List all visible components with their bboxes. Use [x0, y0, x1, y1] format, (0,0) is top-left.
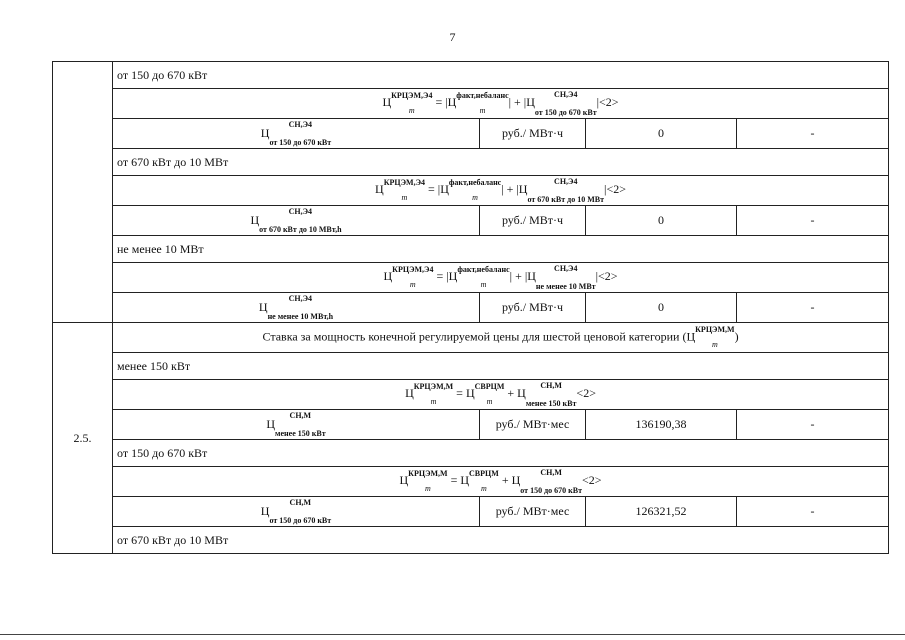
symbol-cell: $Ц^{СН,М}$ $_{от 150 до 670 кВт}$	[113, 497, 480, 527]
formula: $Ц^{КРЦЭМ,М}$ $m = Ц^{СВРЦМ}$ $m + Ц^{СН,М}$ $_{от 150 до 670 кВт}$<2>	[399, 467, 602, 495]
unit-cell: руб./ МВт·ч	[480, 293, 586, 323]
formula-cell	[113, 380, 889, 410]
table-row	[53, 119, 889, 149]
table-row	[53, 149, 889, 176]
dash-cell: -	[737, 410, 889, 440]
unit-cell: руб./ МВт·ч	[480, 206, 586, 236]
tariff-table	[52, 61, 889, 554]
formula-cell	[113, 467, 889, 497]
dash-cell: -	[737, 293, 889, 323]
table-row	[53, 467, 889, 497]
value-cell: 0	[586, 206, 737, 236]
range-label: от 150 до 670 кВт	[113, 62, 889, 89]
table-row	[53, 497, 889, 527]
table-row	[53, 323, 889, 353]
unit-cell: руб./ МВт·мес	[480, 497, 586, 527]
table-row	[53, 263, 889, 293]
range-label: от 670 кВт до 10 МВт	[113, 527, 889, 554]
dash-cell: -	[737, 206, 889, 236]
unit-cell: руб./ МВт·мес	[480, 410, 586, 440]
table-row	[53, 176, 889, 206]
table-row	[53, 353, 889, 380]
section-heading: Ставка за мощность конечной регулируемой цены для шестой ценовой категории ($Ц^{КРЦЭМ,М}$ m)	[113, 323, 889, 353]
range-label: менее 150 кВт	[113, 353, 889, 380]
formula: $Ц^{КРЦЭМ,Э4}$ $m = |Ц^{факт,небаланс}$ $m| + |Ц^{СН,Э4}$ $_{от 670 кВт до 10 МВт}$|<2>	[375, 176, 626, 204]
value-cell: 0	[586, 293, 737, 323]
formula-cell	[113, 89, 889, 119]
table-row	[53, 527, 889, 554]
symbol-cell: $Ц^{СН,Э4}$ $_{от 150 до 670 кВт}$	[113, 119, 480, 149]
page-number: 7	[449, 30, 456, 44]
formula-cell	[113, 176, 889, 206]
item-number: 2.5.	[53, 323, 113, 554]
table-row	[53, 293, 889, 323]
symbol-cell: $Ц^{СН,Э4}$ $_{от 670 кВт до 10 МВт,h}$	[113, 206, 480, 236]
value-cell: 126321,52	[586, 497, 737, 527]
dash-cell: -	[737, 497, 889, 527]
dash-cell: -	[737, 119, 889, 149]
formula: $Ц^{КРЦЭМ,М}$ $m = Ц^{СВРЦМ}$ $m + Ц^{СН,М}$ $_{менее 150 кВт}$<2>	[405, 380, 596, 408]
table-row	[53, 380, 889, 410]
symbol-cell: $Ц^{СН,М}$ $_{менее 150 кВт}$	[113, 410, 480, 440]
unit-cell: руб./ МВт·ч	[480, 119, 586, 149]
table-row	[53, 89, 889, 119]
table-row	[53, 440, 889, 467]
table-row	[53, 410, 889, 440]
formula: $Ц^{КРЦЭМ,Э4}$ $m = |Ц^{факт,небаланс}$ $m| + |Ц^{СН,Э4}$ $_{от 150 до 670 кВт}$|<2>	[382, 89, 619, 117]
symbol-cell: $Ц^{СН,Э4}$ $_{не менее 10 МВт,h}$	[113, 293, 480, 323]
range-label: не менее 10 МВт	[113, 236, 889, 263]
table-row	[53, 62, 889, 89]
value-cell: 0	[586, 119, 737, 149]
table-row	[53, 236, 889, 263]
range-label: от 670 кВт до 10 МВт	[113, 149, 889, 176]
range-label: от 150 до 670 кВт	[113, 440, 889, 467]
formula-cell	[113, 263, 889, 293]
formula: $Ц^{КРЦЭМ,Э4}$ $m = |Ц^{факт,небаланс}$ $m| + |Ц^{СН,Э4}$ $_{не менее 10 МВт}$|<2>	[383, 263, 618, 291]
table-row	[53, 206, 889, 236]
value-cell: 136190,38	[586, 410, 737, 440]
scan-edge-line	[0, 634, 905, 635]
number-cell	[53, 62, 113, 323]
